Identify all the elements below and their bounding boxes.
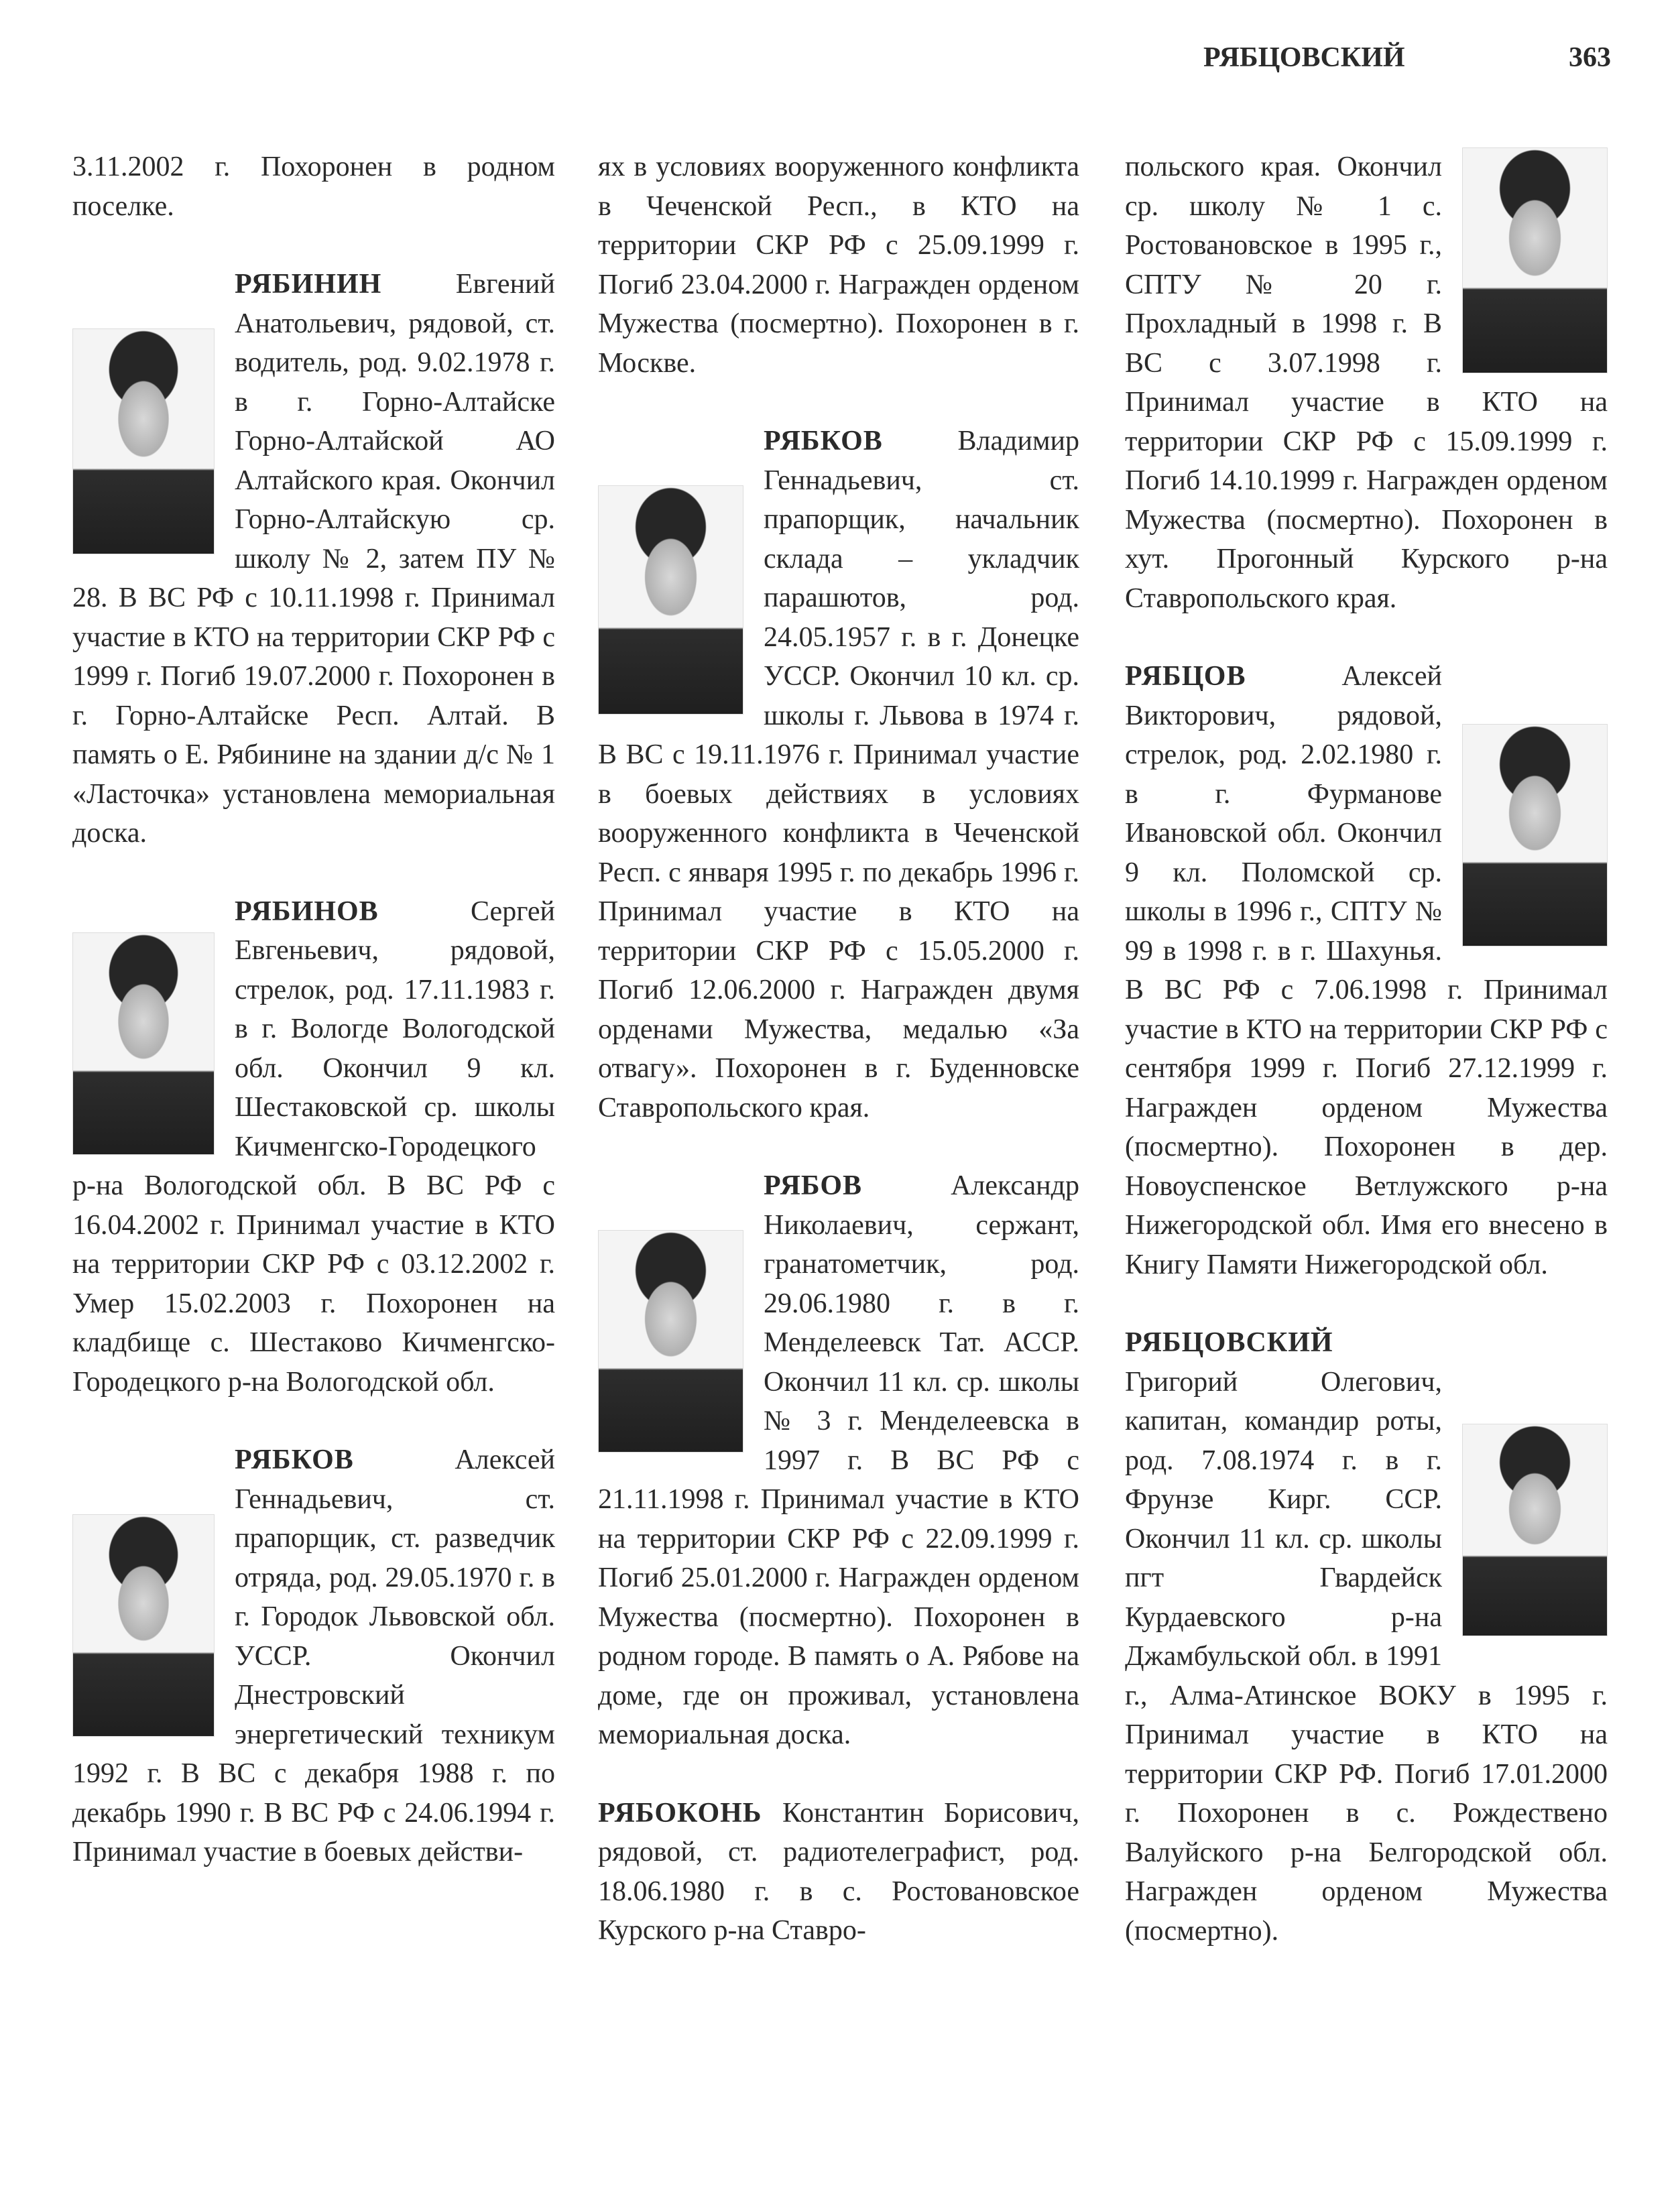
entry-text: Евгений Анатольевич, рядовой, ст. водитель, род. 9.02.1978 г. в г. Горно-Алтайске Горно-Алтайской АО Алтайского края. Окончил Горно-Алтайскую ср. школу № 2, затем ПУ № 28. В ВС РФ с 10.11.1998 г. Принимал участие в КТО на территории СКР РФ с 1999 г. Погиб 19.07.2000 г. Похоронен в г. Горно-Алтайске Респ. Алтай. В память о Е. Рябинине на здании д/с № 1 «Ласточка» установлена мемориальная доска. [72,269,555,849]
entry-ryabkov-vladimir [598,422,1079,1127]
portrait-photo [1462,1424,1608,1636]
running-head: РЯБЦОВСКИЙ [1203,42,1405,73]
portrait-photo [1462,147,1608,373]
page-number: 363 [1569,42,1611,73]
portrait-photo [72,932,215,1155]
entry-text: Сергей Евгеньевич, рядовой, стрелок, род. 17.11.1983 г. в г. Вологде Вологодской обл. Окончил 9 кл. Шестаковской ср. школы Кичменгско-Городецкого р-на Вологодской обл. В ВС РФ с 16.04.2002 г. Принимал участие в КТО на территории СКР РФ с 03.12.2002 г. Умер 15.02.2003 г. Похоронен на кладбище с. Шестаково Кичменгско-Городецкого р-на Вологодской обл. [72,896,555,1398]
entry-text: Алексей Геннадьевич, ст. прапорщик, ст. разведчик отряда, род. 29.05.1970 г. в г. Городок Львовской обл. УССР. Окончил Днестровский энергетический техникум 1992 г. В ВС с декабря 1988 г. по декабрь 1990 г. В ВС РФ с 24.06.1994 г. Принимал участие в боевых действи- [72,1445,555,1867]
portrait-photo [598,485,743,715]
continuation-text: 3.11.2002 г. Похоронен в родном поселке. [72,151,555,222]
column-3 [1125,147,1608,1951]
entry-ryabtsov [1125,657,1608,1284]
entry-surname: РЯБОВ [764,1170,951,1201]
entry-ryabtsovskiy [1125,1323,1608,1951]
entry-surname: РЯБЦОВСКИЙ [1125,1327,1333,1358]
entry-surname: РЯБКОВ [764,426,958,456]
continuation-text: ях в условиях вооруженного конфликта в Чеченской Респ., в КТО на территории СКР РФ с 25.09.1999 г. Погиб 23.04.2000 г. Награжден орденом Мужества (посмертно). Похоронен в г. Москве. [598,151,1079,379]
entry-surname: РЯБЦОВ [1125,661,1342,692]
entry-surname: РЯБИНОВ [235,896,471,927]
entry-ryabokon [598,1794,1079,1951]
entry-text: Алексей Викторович, рядовой, стрелок, род. 2.02.1980 г. в г. Фурманове Ивановской обл. Окончил 9 кл. Поломской ср. школы в 1996 г., СПТУ № 99 в 1998 г. в г. Шахунья. В ВС РФ с 7.06.1998 г. Принимал участие в КТО на территории СКР РФ с сентября 1999 г. Погиб 27.12.1999 г. Награжден орденом Мужества (посмертно). Похоронен в дер. Новоуспенское Ветлужского р-на Нижегородской обл. Имя его внесено в Книгу Памяти Нижегородской обл. [1125,661,1608,1280]
entry-text: Владимир Геннадьевич, ст. прапорщик, начальник склада – укладчик парашютов, род. 24.05.1957 г. в г. Донецке УССР. Окончил 10 кл. ср. школы г. Львова в 1974 г. В ВС с 19.11.1976 г. Принимал участие в боевых действиях в условиях вооруженного конфликта в Чеченской Респ. с января 1995 г. по декабрь 1996 г. Принимал участие в КТО на территории СКР РФ с 15.05.2000 г. Погиб 12.06.2000 г. Награжден двумя орденами Мужества, медалью «За отвагу». Похоронен в г. Буденновске Ставропольского края. [598,426,1079,1123]
column-1 [72,147,555,1872]
entry-ryabinov [72,892,555,1402]
entry-text: Александр Николаевич, сержант, гранатометчик, род. 29.06.1980 г. в г. Менделеевск Тат. АССР. Окончил 11 кл. ср. школы № 3 г. Менделеевска в 1997 г. В ВС РФ с 21.11.1998 г. Принимал участие в КТО на территории СКР РФ с 22.09.1999 г. Погиб 25.01.2000 г. Награжден орденом Мужества (посмертно). Похоронен в родном городе. В память о А. Рябове на доме, где он проживал, установлена мемориальная доска. [598,1170,1079,1750]
entry-text: Константин Борисович, рядовой, ст. радиотелеграфист, род. 18.06.1980 г. в с. Ростовановское Курского р-на Ставро- [598,1797,1079,1946]
portrait-photo [72,328,215,554]
entry-ryabov [598,1166,1079,1755]
column-2 [598,147,1079,1951]
portrait-photo [72,1514,215,1737]
entry-ryabinin [72,265,555,853]
entry-surname: РЯБОКОНЬ [598,1797,783,1829]
portrait-photo [1462,724,1608,946]
entry-surname: РЯБИНИН [235,269,456,300]
entry-ryabkov-aleksey [72,1440,555,1872]
continuation-text [1125,147,1608,618]
continuation-body: польского края. Окончил ср. школу № 1 с. Ростовановское в 1995 г., СПТУ № 20 г. Прохладный в 1998 г. В ВС с 3.07.1998 г. Принимал участие в КТО на территории СКР РФ с 15.09.1999 г. Погиб 14.10.1999 г. Награжден орденом Мужества (посмертно). Похоронен в хут. Прогонный Курского р-на Ставропольского края. [1125,151,1608,614]
entry-surname: РЯБКОВ [235,1445,455,1475]
entry-text: Григорий Олегович, капитан, командир роты, род. 7.08.1974 г. в г. Фрунзе Кирг. ССР. Окончил 11 кл. ср. школы пгт Гвардейск Курдаевского р-на Джамбульской обл. в 1991 г., Алма-Атинское ВОКУ в 1995 г. Принимал участие в КТО на территории СКР РФ. Погиб 17.01.2000 г. Похоронен в с. Рождествено Валуйского р-на Белгородской обл. Награжден орденом Мужества (посмертно). [1125,1366,1608,1947]
portrait-photo [598,1230,743,1453]
